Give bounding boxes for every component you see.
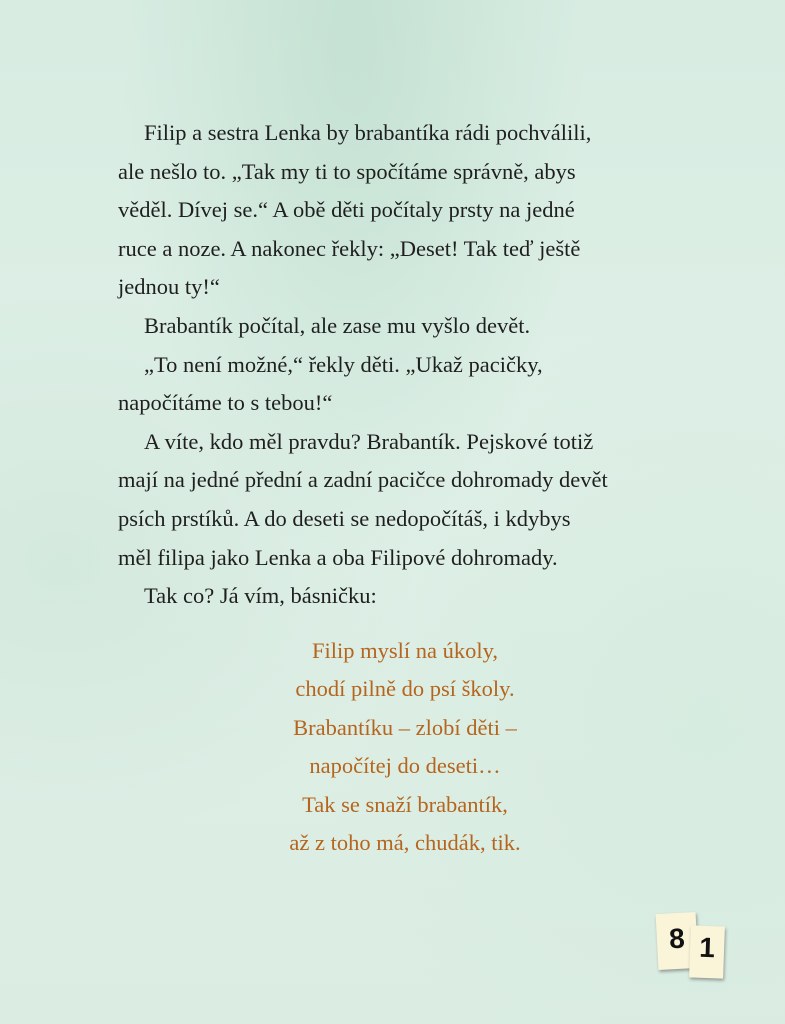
paragraph-3: „To není možné,“ řekly děti. „Ukaž pacičky, napočítáme to s tebou!“ bbox=[118, 351, 543, 416]
paragraph-1: Filip a sestra Lenka by brabantíka rádi pochválili, ale nešlo to. „Tak my ti to spočítáme správně, abys věděl. Dívej se.“ A obě děti počítaly prsty na jedné ruce a noze. A nakonec řekly: „Deset! Tak teď ještě jednou ty!“ bbox=[118, 120, 592, 300]
poem-line: Brabantíku – zlobí děti – bbox=[293, 714, 517, 740]
page-number-tens: 8 bbox=[656, 912, 699, 970]
poem-line: Filip myslí na úkoly, bbox=[311, 638, 499, 663]
page-number-ones: 1 bbox=[689, 925, 725, 978]
poem-line: chodí pilně do psí školy. bbox=[295, 676, 515, 702]
story-text bbox=[118, 114, 703, 616]
paragraph-2: Brabantík počítal, ale zase mu vyšlo devět. bbox=[144, 312, 531, 338]
paragraph-4: A víte, kdo měl pravdu? Brabantík. Pejskové totiž mají na jedné přední a zadní pacičce dohromady devět psích prstíků. A do deseti se nedopočítáš, i kdybys měl filipa jako Lenka a oba Filipové dohromady. bbox=[118, 428, 608, 570]
paragraph-5: Tak co? Já vím, básničku: bbox=[144, 583, 377, 609]
poem-line: až z toho má, chudák, tik. bbox=[289, 830, 521, 856]
poem-line: napočítej do deseti… bbox=[309, 753, 501, 779]
poem bbox=[200, 632, 610, 862]
poem-line: Tak se snaží brabantík, bbox=[302, 791, 508, 817]
